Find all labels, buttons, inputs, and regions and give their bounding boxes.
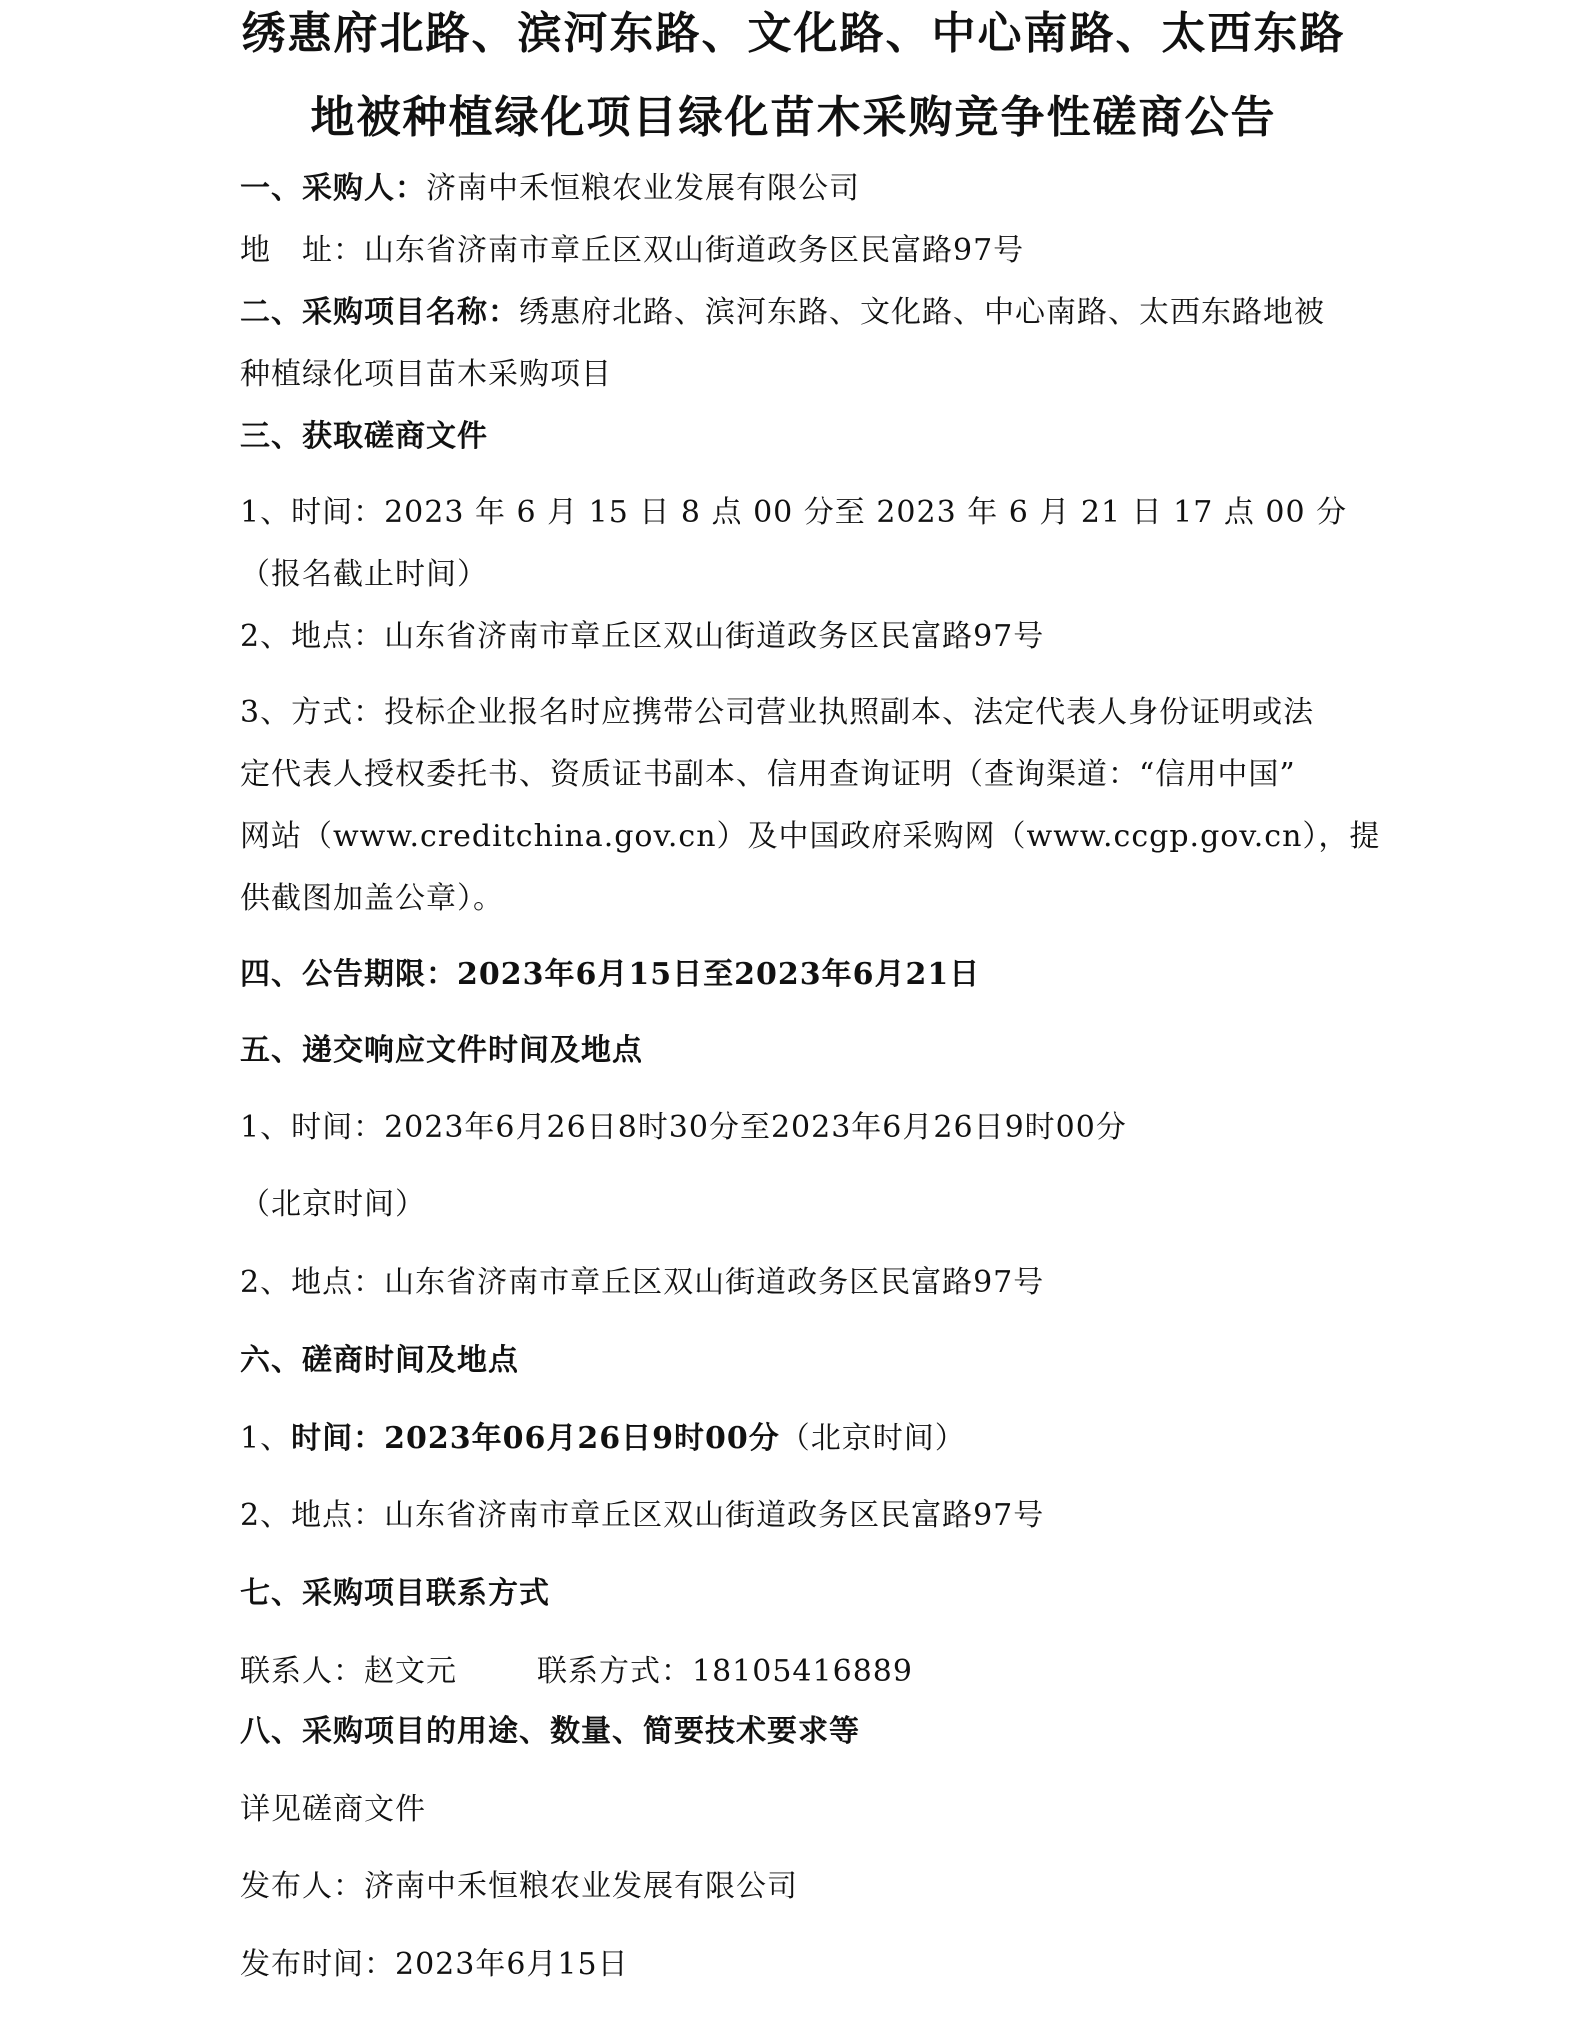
project-label: 二、采购项目名称：: [240, 295, 519, 330]
section5-place: 2、地点：山东省济南市章丘区双山街道政务区民富路97号: [240, 1265, 1045, 1300]
contact-person: 联系人：赵文元: [240, 1654, 457, 1689]
section3-method-line3: 网站（www.creditchina.gov.cn）及中国政府采购网（www.ccgp.gov.cn），提: [240, 819, 1381, 854]
section3-method-line2: 定代表人授权委托书、资质证书副本、信用查询证明（查询渠道：“信用中国”: [240, 757, 1296, 792]
address-value: 山东省济南市章丘区双山街道政务区民富路97号: [364, 233, 1025, 268]
section6-place: 2、地点：山东省济南市章丘区双山街道政务区民富路97号: [240, 1498, 1045, 1533]
purchaser-label: 一、采购人：: [240, 171, 426, 206]
section6-time-bold: 时间：2023年06月26日9时00分: [291, 1421, 780, 1456]
purchaser-address-line: [240, 233, 1025, 268]
address-label: 地 址：: [240, 233, 364, 268]
section6-heading: 六、磋商时间及地点: [240, 1343, 519, 1378]
section6-time-line: [240, 1421, 966, 1456]
section8-text: 详见磋商文件: [240, 1792, 426, 1827]
purchaser-line: [240, 171, 860, 206]
section3-method-line4: 供截图加盖公章）。: [240, 881, 504, 916]
section5-time-line1: 1、时间：2023年6月26日8时30分至2023年6月26日9时00分: [240, 1110, 1127, 1145]
section3-method-line1: 3、方式：投标企业报名时应携带公司营业执照副本、法定代表人身份证明或法: [240, 695, 1315, 730]
section3-time-line2: （报名截止时间）: [240, 557, 488, 592]
section7-heading: 七、采购项目联系方式: [240, 1576, 550, 1611]
document-title-line2: 地被种植绿化项目绿化苗木采购竞争性磋商公告: [310, 92, 1277, 143]
section6-time-prefix: 1、: [240, 1421, 292, 1456]
section7-contact-line: [240, 1654, 913, 1689]
purchaser-name: 济南中禾恒粮农业发展有限公司: [426, 171, 860, 206]
section3-time-line1: 1、时间：2023 年 6 月 15 日 8 点 00 分至 2023 年 6 月 21 日 17 点 00 分: [240, 495, 1348, 530]
section3-heading: 三、获取磋商文件: [240, 419, 488, 454]
document-title-line1: 绣惠府北路、滨河东路、文化路、中心南路、太西东路: [241, 8, 1346, 59]
project-name-line2: 种植绿化项目苗木采购项目: [240, 357, 612, 392]
publisher-line: 发布人：济南中禾恒粮农业发展有限公司: [240, 1869, 798, 1904]
section5-heading: 五、递交响应文件时间及地点: [240, 1033, 643, 1068]
section4-text: 四、公告期限：2023年6月15日至2023年6月21日: [240, 957, 981, 992]
section6-time-suffix: （北京时间）: [779, 1421, 966, 1456]
publish-date-line: 发布时间：2023年6月15日: [240, 1947, 629, 1982]
contact-method: 联系方式：18105416889: [537, 1654, 913, 1689]
section8-heading: 八、采购项目的用途、数量、简要技术要求等: [240, 1714, 860, 1749]
project-name-line1: [240, 295, 1325, 330]
project-name-part1: 绣惠府北路、滨河东路、文化路、中心南路、太西东路地被: [519, 295, 1325, 330]
section3-place: 2、地点：山东省济南市章丘区双山街道政务区民富路97号: [240, 619, 1045, 654]
section5-time-line2: （北京时间）: [240, 1187, 426, 1222]
